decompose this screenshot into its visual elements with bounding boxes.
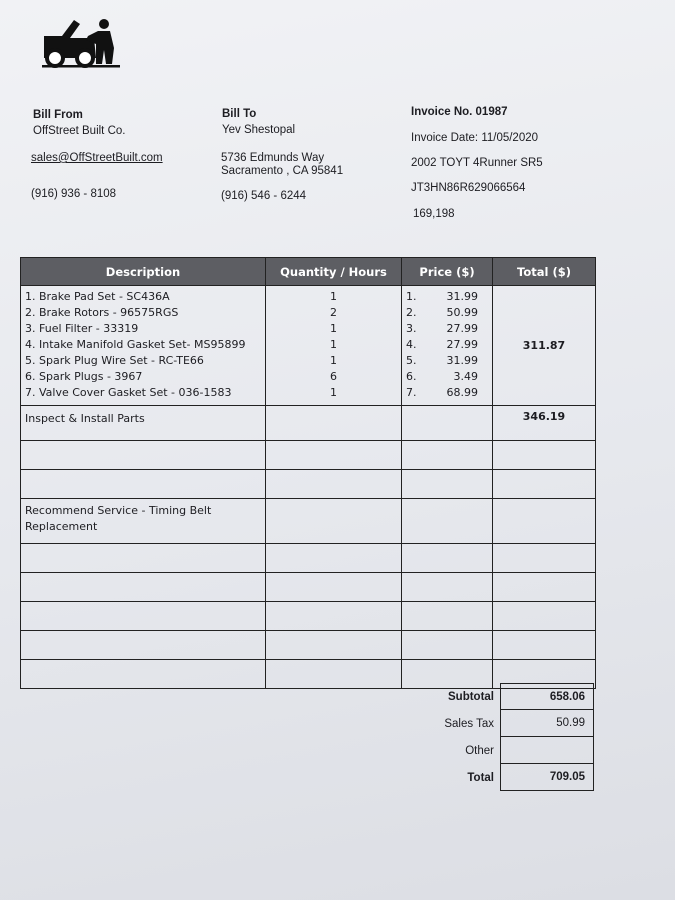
other-row — [400, 737, 596, 764]
part-desc-6: 6. Spark Plugs - 3967 — [25, 370, 143, 383]
invoice-number: Invoice No. 01987 — [411, 106, 508, 118]
subtotal-value: 658.06 — [500, 683, 594, 710]
part-price-2: 50.99 — [446, 306, 478, 319]
table-row — [21, 602, 596, 631]
empty-cell — [493, 573, 596, 602]
bill-to-phone: (916) 546 - 6244 — [221, 190, 307, 202]
empty-cell — [402, 544, 493, 573]
parts-total: 311.87 — [493, 286, 596, 406]
invoice-summary — [400, 683, 596, 791]
empty-cell — [266, 470, 402, 499]
part-price-line-4 — [406, 337, 488, 353]
part-num-4: 4. — [406, 338, 417, 351]
empty-cell — [21, 544, 266, 573]
part-num-6: 6. — [406, 370, 417, 383]
header-total: Total ($) — [493, 258, 596, 286]
sales-tax-row — [400, 710, 596, 737]
part-price-line-5 — [406, 353, 488, 369]
empty-cell — [266, 499, 402, 544]
part-price-line-3 — [406, 321, 488, 337]
empty-cell — [493, 441, 596, 470]
table-row — [21, 544, 596, 573]
empty-cell — [21, 573, 266, 602]
labor-price — [402, 406, 493, 441]
table-header-row — [21, 258, 596, 286]
vehicle-vin: JT3HN86R629066564 — [411, 182, 526, 194]
empty-cell — [493, 499, 596, 544]
vehicle-model: 2002 TOYT 4Runner SR5 — [411, 157, 543, 169]
part-desc-5: 5. Spark Plug Wire Set - RC-TE66 — [25, 354, 204, 367]
part-desc-2: 2. Brake Rotors - 96575RGS — [25, 306, 179, 319]
bill-to-address-line2: Sacramento , CA 95841 — [221, 165, 344, 177]
parts-quantity-cell — [266, 286, 402, 406]
table-row — [21, 441, 596, 470]
bill-from-email-link[interactable]: sales@OffStreetBuilt.com — [31, 152, 163, 164]
table-row — [21, 573, 596, 602]
empty-cell — [402, 470, 493, 499]
part-price-line-2 — [406, 305, 488, 321]
empty-cell — [402, 573, 493, 602]
table-row — [21, 631, 596, 660]
empty-cell — [21, 602, 266, 631]
part-desc-1: 1. Brake Pad Set - SC436A — [25, 290, 170, 303]
empty-cell — [266, 573, 402, 602]
vehicle-mileage: 169,198 — [413, 208, 455, 220]
subtotal-row — [400, 683, 596, 710]
part-qty-4: 1 — [330, 338, 337, 351]
bill-to-heading: Bill To — [222, 108, 257, 120]
part-qty-2: 2 — [330, 306, 337, 319]
empty-cell — [493, 631, 596, 660]
empty-cell — [402, 499, 493, 544]
part-price-7: 68.99 — [446, 386, 478, 399]
labor-quantity — [266, 406, 402, 441]
empty-cell — [266, 631, 402, 660]
header-description: Description — [21, 258, 266, 286]
header-price: Price ($) — [402, 258, 493, 286]
recommend-row — [21, 499, 596, 544]
recommend-description — [21, 499, 266, 544]
bill-to-address-line1: 5736 Edmunds Way — [221, 152, 325, 164]
empty-cell — [493, 602, 596, 631]
part-price-line-6 — [406, 369, 488, 385]
part-qty-5: 1 — [330, 354, 337, 367]
empty-cell — [402, 441, 493, 470]
part-num-3: 3. — [406, 322, 417, 335]
invoice-table — [20, 257, 596, 689]
part-desc-7: 7. Valve Cover Gasket Set - 036-1583 — [25, 386, 232, 399]
other-label: Other — [465, 744, 494, 757]
total-label: Total — [467, 771, 494, 784]
bill-from-heading: Bill From — [33, 109, 83, 121]
parts-price-cell — [402, 286, 493, 406]
part-num-7: 7. — [406, 386, 417, 399]
empty-cell — [402, 602, 493, 631]
sales-tax-value: 50.99 — [500, 710, 594, 737]
total-value: 709.05 — [500, 764, 594, 791]
invoice-date: Invoice Date: 11/05/2020 — [411, 132, 539, 144]
parts-description-cell — [21, 286, 266, 406]
other-value — [500, 737, 594, 764]
part-qty-3: 1 — [330, 322, 337, 335]
part-qty-6: 6 — [330, 370, 337, 383]
empty-cell — [266, 660, 402, 689]
empty-cell — [266, 441, 402, 470]
part-price-line-1 — [406, 289, 488, 305]
bill-to-name: Yev Shestopal — [222, 124, 296, 136]
sales-tax-label: Sales Tax — [444, 717, 494, 730]
empty-cell — [493, 544, 596, 573]
empty-cell — [266, 544, 402, 573]
bill-from-company: OffStreet Built Co. — [33, 125, 126, 137]
part-price-5: 31.99 — [446, 354, 478, 367]
empty-cell — [266, 602, 402, 631]
empty-cell — [21, 631, 266, 660]
subtotal-label: Subtotal — [448, 690, 494, 703]
header-quantity-hours: Quantity / Hours — [266, 258, 402, 286]
part-num-1: 1. — [406, 290, 417, 303]
part-num-2: 2. — [406, 306, 417, 319]
total-row — [400, 764, 596, 791]
table-row — [21, 470, 596, 499]
part-num-5: 5. — [406, 354, 417, 367]
labor-total: 346.19 — [493, 406, 596, 441]
empty-cell — [21, 660, 266, 689]
part-price-4: 27.99 — [446, 338, 478, 351]
labor-description: Inspect & Install Parts — [21, 406, 266, 441]
recommend-line-2: Replacement — [25, 520, 98, 533]
parts-row — [21, 286, 596, 406]
empty-cell — [402, 631, 493, 660]
empty-cell — [21, 470, 266, 499]
recommend-line-1: Recommend Service - Timing Belt — [25, 504, 212, 517]
part-desc-3: 3. Fuel Filter - 33319 — [25, 322, 139, 335]
part-price-3: 27.99 — [446, 322, 478, 335]
bill-from-phone: (916) 936 - 8108 — [31, 188, 117, 200]
part-price-1: 31.99 — [446, 290, 478, 303]
empty-cell — [21, 441, 266, 470]
part-price-6: 3.49 — [453, 370, 478, 383]
mechanic-logo-icon — [40, 14, 122, 70]
part-price-line-7 — [406, 385, 488, 401]
part-qty-1: 1 — [330, 290, 337, 303]
part-qty-7: 1 — [330, 386, 337, 399]
part-desc-4: 4. Intake Manifold Gasket Set- MS95899 — [25, 338, 246, 351]
empty-cell — [493, 470, 596, 499]
labor-row — [21, 406, 596, 441]
